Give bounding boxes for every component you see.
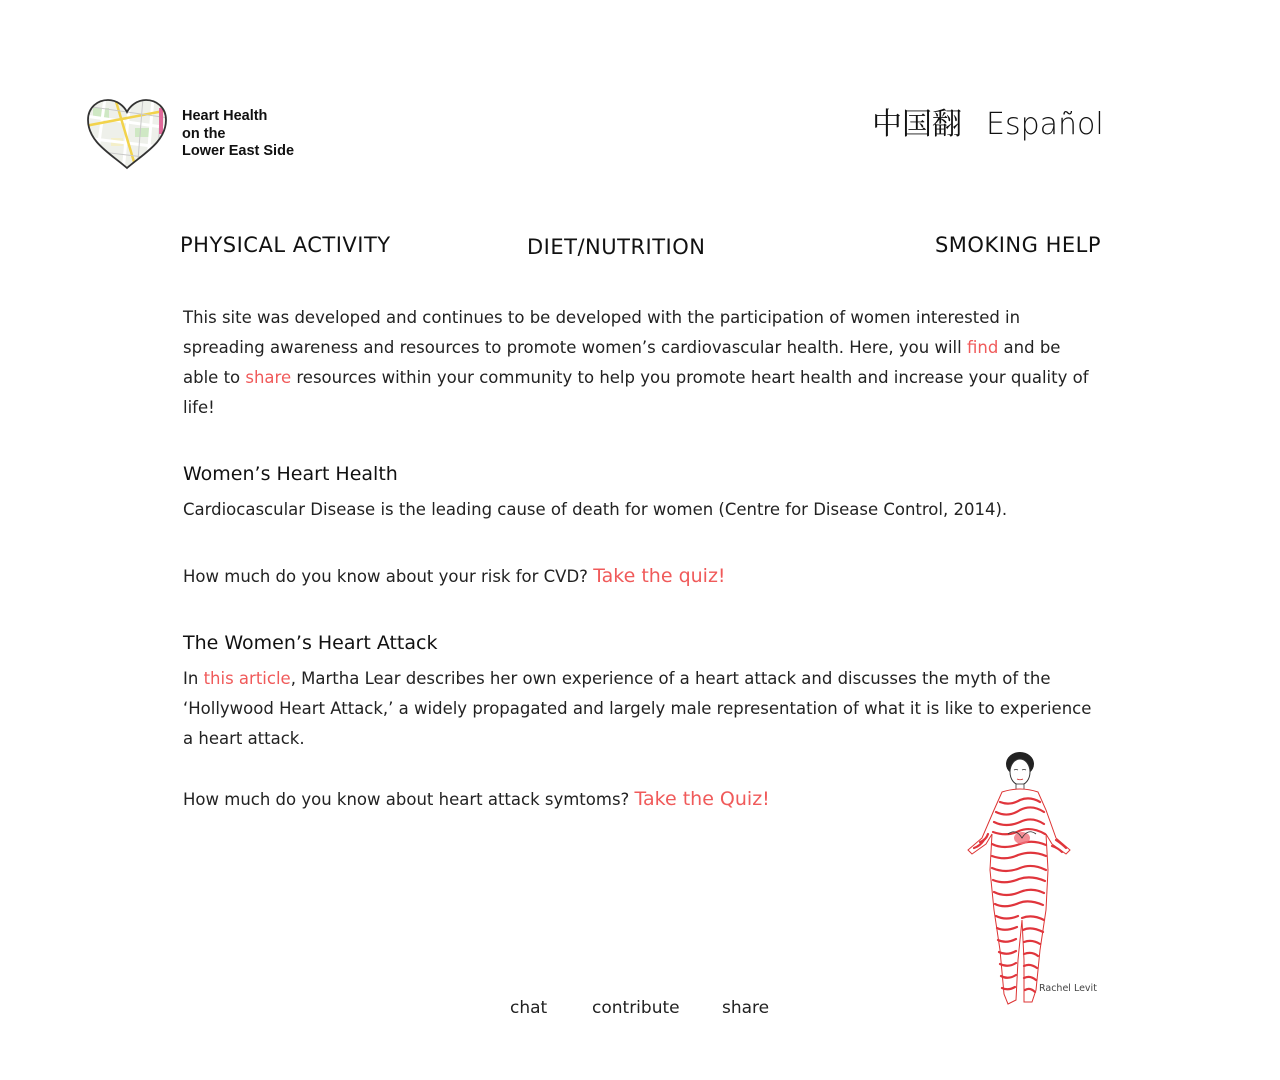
woman-illustration bbox=[960, 750, 1105, 1012]
share-link[interactable]: share bbox=[245, 368, 292, 387]
cvd-fact-text: Cardiocascular Disease is the leading cause of death for women (Centre for Disease Control, 2014). bbox=[183, 500, 1008, 519]
logo-line-2: on the bbox=[182, 125, 226, 142]
heart-map-icon bbox=[85, 98, 169, 172]
illustration-credit: Rachel Levit bbox=[1039, 983, 1097, 994]
find-link[interactable]: find bbox=[966, 338, 999, 357]
article-text-suffix: , Martha Lear describes her own experience of a heart attack and discusses the myth of the ‘Hollywood Heart Attack,’ a widely propagated and largely male representation of what it is like to experience a heart attack. bbox=[183, 669, 1092, 748]
logo-line-1: Heart Health bbox=[182, 108, 268, 124]
article-text-prefix: In bbox=[183, 669, 204, 688]
nav-physical-activity[interactable]: PHYSICAL ACTIVITY bbox=[180, 233, 391, 257]
intro-text-3: resources within your community to help you promote heart health and increase your quality of life! bbox=[183, 368, 1089, 417]
cvd-quiz-link[interactable]: Take the quiz! bbox=[593, 565, 726, 587]
heart-attack-article-paragraph bbox=[183, 664, 1101, 754]
cvd-quiz-prompt: How much do you know about your risk for CVD? bbox=[183, 567, 594, 586]
womens-heart-health-heading: Women’s Heart Health bbox=[183, 463, 398, 485]
main-content bbox=[183, 303, 1101, 815]
article-link[interactable]: this article bbox=[203, 669, 291, 688]
logo-text bbox=[182, 108, 294, 161]
site-logo[interactable] bbox=[85, 98, 325, 173]
symptoms-quiz-prompt: How much do you know about heart attack symtoms? bbox=[183, 790, 635, 809]
cvd-quiz-line bbox=[183, 561, 1101, 592]
language-spanish-link[interactable]: Español bbox=[986, 107, 1104, 142]
language-chinese-link[interactable]: 中国翻 bbox=[872, 107, 962, 142]
footer-chat-link[interactable]: chat bbox=[510, 998, 548, 1018]
logo-line-3: Lower East Side bbox=[182, 143, 295, 159]
nav-diet-nutrition[interactable]: DIET/NUTRITION bbox=[527, 235, 706, 259]
womens-heart-attack-heading: The Women’s Heart Attack bbox=[183, 632, 438, 654]
symptoms-quiz-link[interactable]: Take the Quiz! bbox=[634, 788, 770, 810]
intro-text-2: and be able to bbox=[183, 338, 1061, 387]
intro-paragraph bbox=[183, 303, 1101, 423]
intro-text-1: This site was developed and continues to be developed with the participation of women interested in spreading awareness and resources to promote women’s cardiovascular health. Here, you will bbox=[183, 308, 1021, 357]
nav-smoking-help[interactable]: SMOKING HELP bbox=[934, 233, 1101, 257]
footer-contribute-link[interactable]: contribute bbox=[592, 998, 680, 1018]
footer-share-link[interactable]: share bbox=[722, 998, 770, 1018]
